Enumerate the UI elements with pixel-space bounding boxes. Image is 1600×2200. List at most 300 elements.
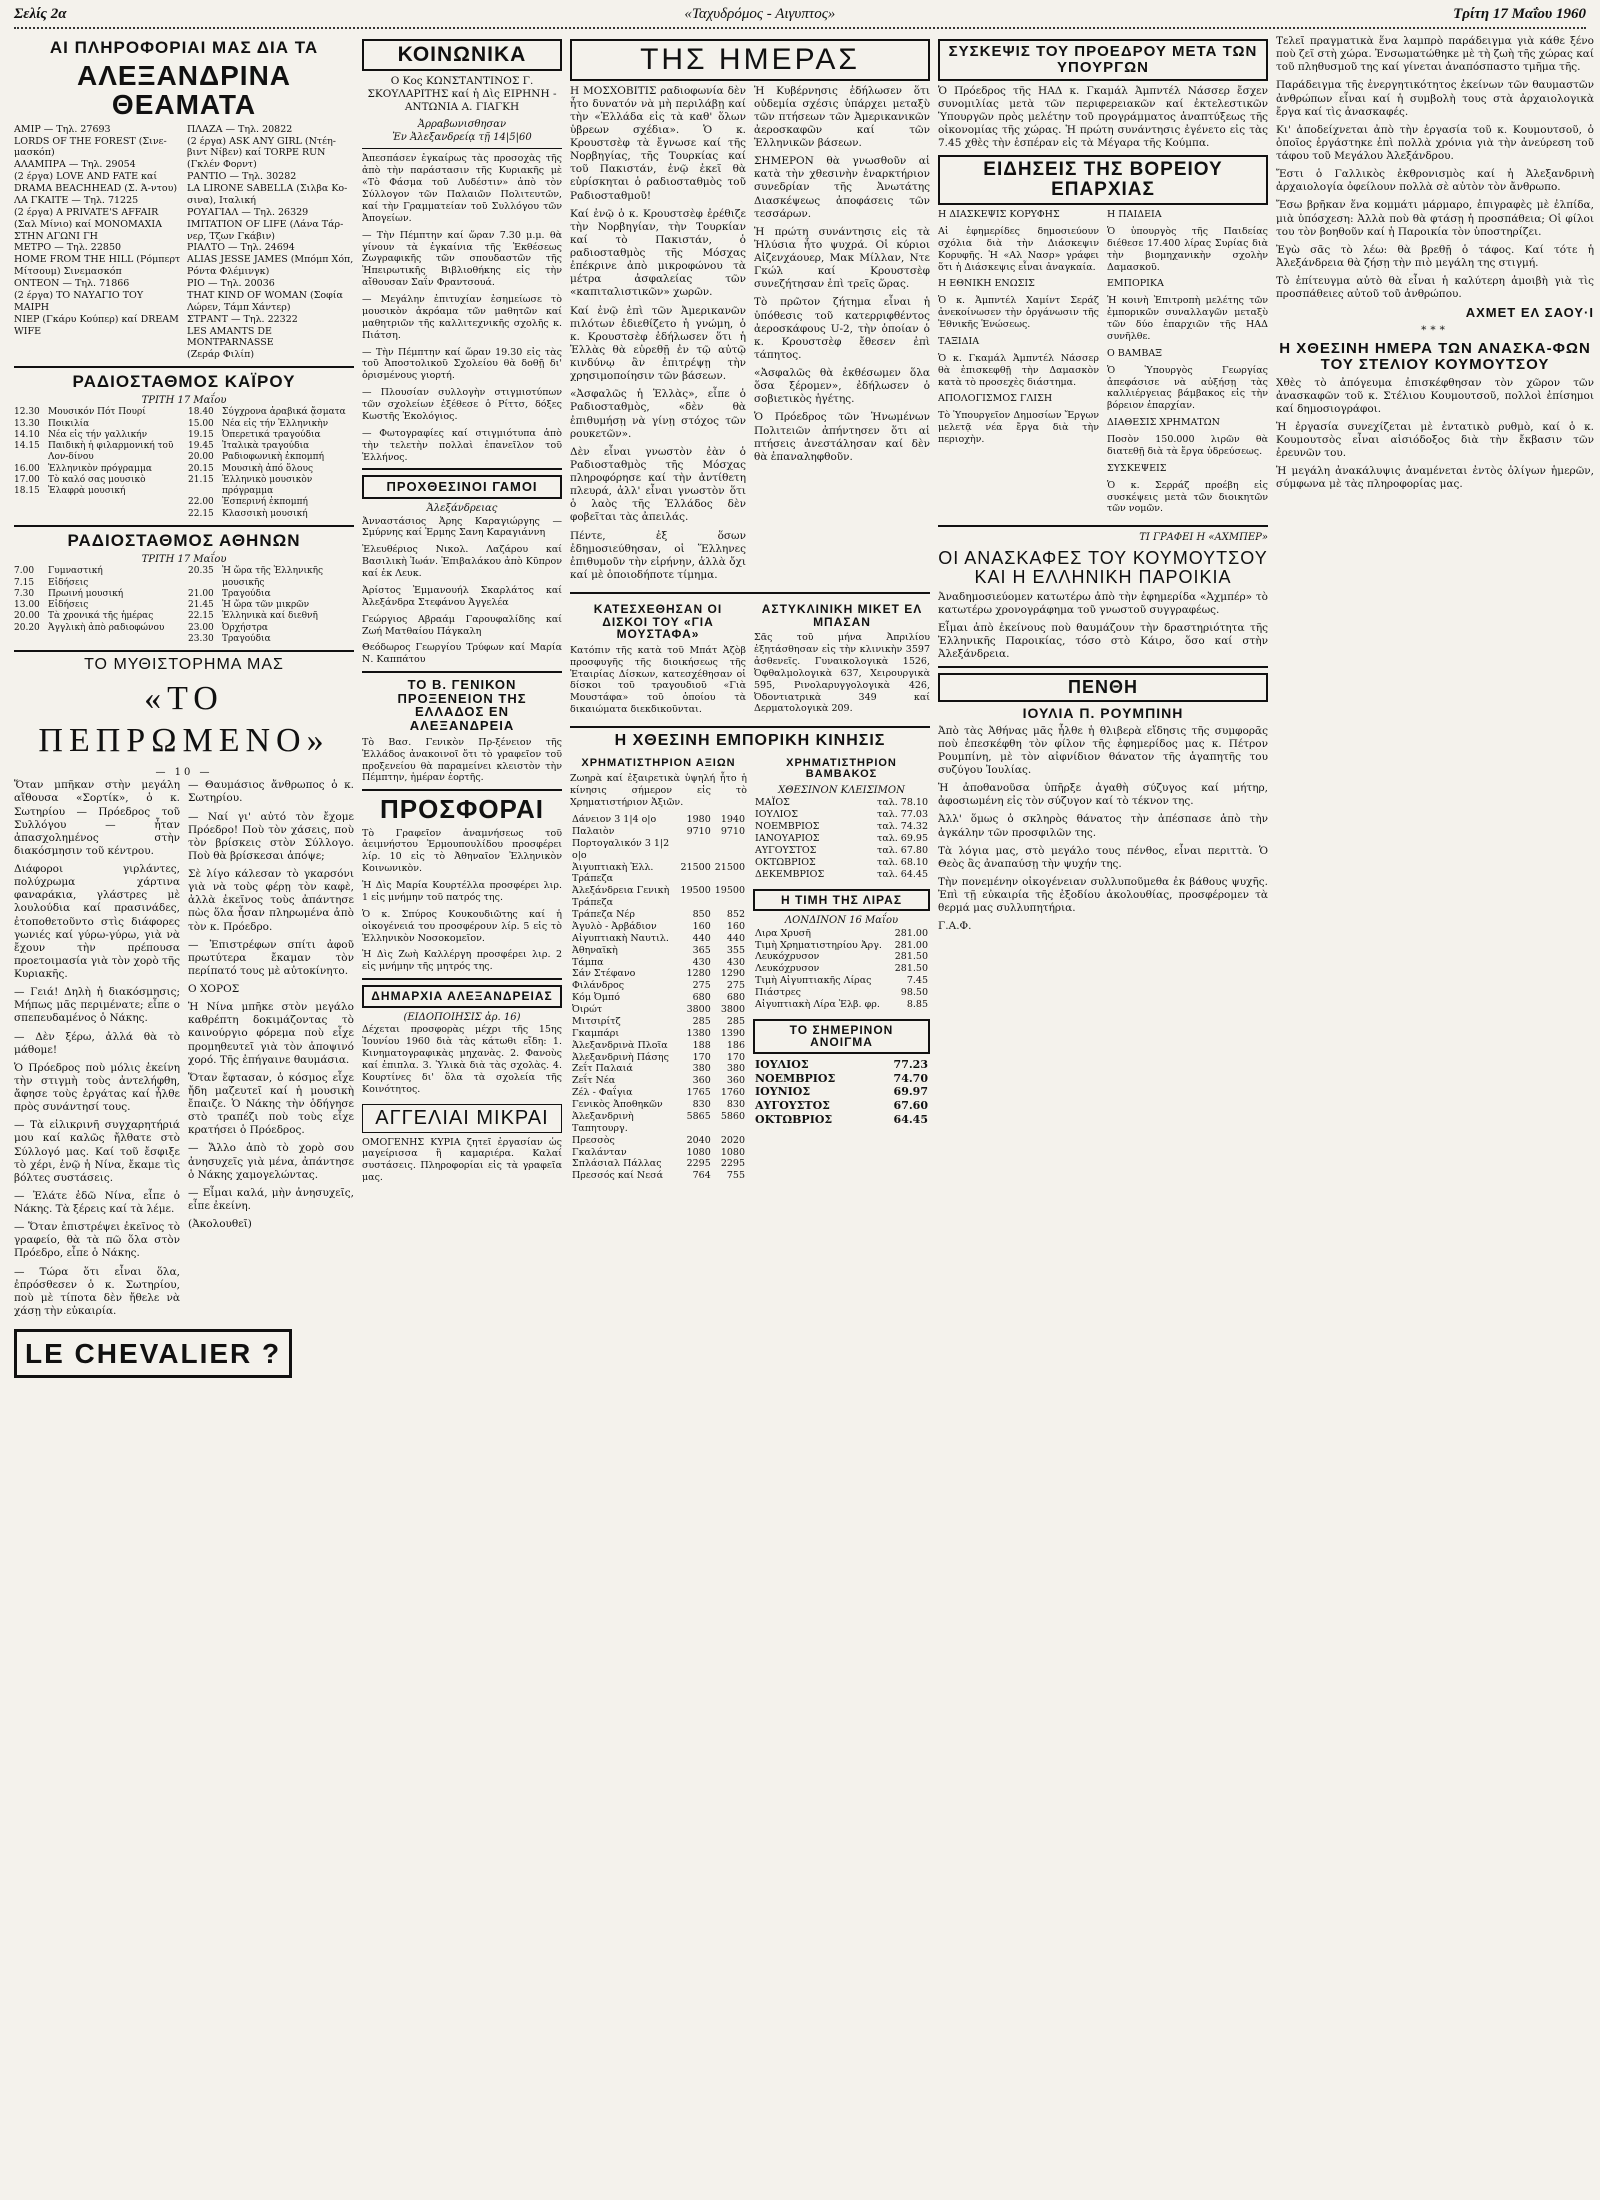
novel-paragraph: Σὲ λίγο κάλεσαν τὸ γκαρσόνι γιὰ νὰ τοὺς φέρῃ τὸν καφὲ, ἀλλὰ ἐκεῖνος τοὺς ἀπάντησε πὼς ὅλα ἦσαν πληρωμένα ἀπὸ τὸν κ. Πρόεδρο. bbox=[188, 868, 354, 933]
schedule-time: 19.45 bbox=[188, 441, 214, 452]
north-news-item: ΤΑΞΙΔΙΑ bbox=[938, 335, 980, 347]
schedule-program: Μουσικὴ ἀπό ὅλους bbox=[222, 463, 313, 474]
chevalier-ad: LE CHEVALIER ? bbox=[14, 1329, 292, 1378]
row-value: 380 bbox=[692, 1063, 711, 1075]
row-label: ΝΟΕΜΒΡΙΟΣ bbox=[755, 821, 820, 833]
north-title: ΕΙΔΗΣΕΙΣ ΤΗΣ ΒΟΡΕΙΟΥ ΕΠΑΡΧΙΑΣ bbox=[938, 155, 1268, 205]
cinema-listings bbox=[14, 124, 354, 362]
novel-paragraph: — Εἶμαι καλά, μὴν ἀνησυχεῖς, εἶπε ἐκείνη. bbox=[188, 1186, 354, 1212]
schedule-program: Ὀρχήστρα bbox=[222, 622, 269, 633]
novel-paragraph: Ὅταν ἔφτασαν, ὁ κόσμος εἶχε ἤδη μαζευτεῖ καί ἡ μουσικὴ ἔπαιζε. Ὁ Νάκης τὴν ὁδήγησε στὸ τραπέζι ποὺ τοὺς εἶχε κρατήσει ὁ Πρόεδρος. bbox=[188, 1071, 354, 1137]
cinema-listing: ΛΑ ΓΚΑΙΤΕ — Τηλ. 71225 bbox=[14, 194, 139, 206]
schedule-program: Σύγχρονα ἀραβικά ᾄσματα bbox=[222, 407, 346, 418]
wedding-item: Ἐλευθέριος Νικολ. Λαζάρου καί Βασιλικὴ Ἰωάν. Ἐπιβαλάκου ἀπὸ Κῦπρον καί ἐκ Λευκ. bbox=[362, 544, 562, 580]
schedule-row bbox=[188, 419, 354, 430]
north-news-item: Ὁ κ. Σερράζ προέβη εἰς συσκέψεις μετὰ τῶν διοικητῶν τῶν νομῶν. bbox=[1107, 479, 1268, 515]
engagement-place: Ἐν Ἀλεξανδρείᾳ τῇ 14|5|60 bbox=[392, 131, 532, 143]
novel-title: «ΤΟ ΠΕΠΡΩΜΕΝΟ» bbox=[38, 679, 330, 760]
row-value: 275 bbox=[692, 980, 711, 992]
excavations-paragraph: Εἶμαι ἀπὸ ἐκείνους ποὺ θαυμάζουν τὴν δραστηριότητα τῆς Ἑλληνικῆς Παροικίας, τόσο στὸ Κάιρο, ὅσο καί στὴν Ἀλεξάνδρεια. bbox=[938, 621, 1268, 661]
day-paragraph: «Ἀσφαλῶς ἡ Ἑλλὰς», εἶπε ὁ Ραδιοσταθμὸς, «δὲν θὰ ἐπιθυμήσῃ νὰ γίνῃ στόχος τῶν ρουκετῶν». bbox=[570, 388, 746, 440]
schedule-row bbox=[14, 441, 180, 464]
schedule-program: Τὸ καλό σας μουσικὸ bbox=[48, 474, 146, 485]
row-label: Ἀλεξανδρινὰ Πλοῖα bbox=[572, 1039, 668, 1051]
schedule-program: Ἑλληνικὸν πρόγραμμα bbox=[48, 463, 152, 474]
radio-cairo-left bbox=[14, 407, 180, 520]
radio-athens-right bbox=[188, 566, 354, 645]
schedule-row bbox=[188, 441, 354, 452]
day-text-left bbox=[570, 85, 746, 588]
day-paragraph: Ἡ πρώτη συνάντησις εἰς τὰ Ἠλύσια ἦτο ψυχρά. Οἱ κύριοι Αἰζενχάουερ, Μακ Μίλλαν, Ντε Γκώλ καί Κρουστσὲφ συνεζήτησαν ἐπὶ τρεῖς ὥρας. bbox=[754, 225, 930, 291]
novel-label: ΤΟ ΜΥΘΙΣΤΟΡΗΜΑ ΜΑΣ bbox=[84, 656, 284, 674]
cinema-listing: (Ζεράρ Φιλίπ) bbox=[187, 349, 255, 361]
row-label: Γενικὸς Ἀποθηκῶν bbox=[572, 1099, 663, 1110]
row-value: ταλ. 74.32 bbox=[877, 821, 928, 833]
row-value: 1760 bbox=[720, 1087, 745, 1099]
row-label: Τάμπα bbox=[572, 956, 604, 968]
row-value: 1380 bbox=[686, 1027, 711, 1039]
north-news-item: Αἱ ἐφημερίδες δημοσιεύουν σχόλια διὰ τὴν Διάσκεψιν Κορυφῆς. Ἡ «Αλ Νασρ» γράφει ὅτι ἡ Διάσκεψις εἶναι ἀναγκαία. bbox=[938, 225, 1099, 273]
schedule-time: 21.00 bbox=[188, 588, 214, 599]
row-value: 830 bbox=[692, 1099, 711, 1110]
row-value: 440 bbox=[726, 932, 745, 944]
schedule-time: 20.00 bbox=[188, 452, 214, 463]
row-label: Ἀιγυπτιακὴ Ἑλλ. Τράπεζα bbox=[572, 861, 654, 885]
row-label: Τιμὴ Χρηματιστηρίου Ἀργ. bbox=[755, 939, 882, 951]
page-number: Σελίς 2α bbox=[14, 6, 67, 22]
cinema-listing: ΣΤΗΝ ΑΓΩΝΙ ΓΗ bbox=[14, 230, 98, 242]
excavations-paragraph: Ἔστι ὁ Γαλλικὸς ἐκθρονισμὸς καί ἡ Ἀλεξανδρινὴ ἀρχαιολογία ὀφείλουν πολλὰ σὲ αὐτὸν τὸν ἄνθρωπο. bbox=[1276, 168, 1594, 194]
table-row bbox=[570, 921, 747, 933]
table-row bbox=[753, 1072, 930, 1086]
day-paragraph: Καί ἐνῷ ἐπὶ τῶν Ἀμερικανῶν πιλότων ἐδιεθίζετο ἡ γνώμη, ὁ κ. Κρουστσὲφ ἐδήλωσεν ὅτι ἡ Ἑλλὰς θὰ εὑρεθῇ ἐν τῷ αὐτῷ κινδύνῳ ἂν ἐπιτρέψῃ τὴν χρησιμοποίησιν τῶν βάσεων. bbox=[570, 304, 746, 383]
cinema-listing: ΡΑΝΤΙΟ — Τηλ. 30282 bbox=[187, 171, 297, 183]
north-news-item: ΣΥΣΚΕΨΕΙΣ bbox=[1107, 462, 1167, 474]
cinema-listing: ΜΕΤΡΟ — Τηλ. 22850 bbox=[14, 242, 122, 254]
table-row bbox=[753, 821, 930, 833]
social-item: — Μεγάλην ἐπιτυχίαν ἐσημείωσε τὸ μουσικὸν ἀκρόαμα τῶν μαθητῶν καί μαθητριῶν τῆς καλλιτεχνικῆς σχολῆς κ. Πιάτση. bbox=[362, 294, 562, 341]
north-news-item: Ὁ κ. Γκαμάλ Ἀμπντέλ Νάσσερ θὰ ἐπισκεφθῇ τὴν Δαμασκὸν κατὰ τὸ προσεχὲς διάστημα. bbox=[938, 352, 1099, 388]
schedule-time: 22.15 bbox=[188, 508, 214, 519]
excavation-day-paragraph: Χθὲς τὸ ἀπόγευμα ἐπισκέφθησαν τὸν χῶρον τῶν ἀνασκαφῶν τοῦ κ. Στέλιου Κουμουτσοῦ, πολλοὶ ἐπίσημοι καί δημοσιογράφοι. bbox=[1276, 376, 1594, 415]
row-value: 19500 bbox=[714, 885, 745, 897]
schedule-row bbox=[14, 486, 180, 497]
row-value: ταλ. 67.80 bbox=[877, 844, 928, 856]
novel-paragraph: — Ἐπιστρέφων σπίτι ἀφοῦ πρωτύτερα ἔκαμαν τὸν περίπατό τους μὲ αὐτοκίνητο. bbox=[188, 938, 354, 977]
schedule-row bbox=[188, 497, 354, 508]
row-value: 160 bbox=[726, 920, 745, 932]
social-items bbox=[362, 153, 562, 463]
cinema-listing: ΑΜΙΡ — Τηλ. 27693 bbox=[14, 123, 111, 135]
cinema-list-left bbox=[14, 124, 181, 362]
table-row bbox=[753, 833, 930, 845]
radio-athens-title: ΡΑΔΙΟΣΤΑΘΜΟΣ ΑΘΗΝΩΝ bbox=[67, 530, 301, 550]
row-label: Ἀλεξανδρινὴ Ταπητουργ. bbox=[572, 1110, 634, 1134]
row-value: 170 bbox=[726, 1051, 745, 1063]
row-value: 1290 bbox=[720, 968, 745, 980]
cinema-listing: ΡΙΟ — Τηλ. 20036 bbox=[187, 278, 275, 289]
cinema-listing: LORDS OF THE FOREST (Σινε-μασκόπ) bbox=[14, 135, 167, 159]
schedule-time: 13.00 bbox=[14, 600, 40, 611]
day-paragraph: Πέντε, ἐξ ὅσων ἐδημοσιεύθησαν, οἱ Ἕλληνες ἐπιθυμοῦν τὴν εἰρήνην, ἀλλὰ ὄχι καί μὲ ὁποιοδήποτε τίμημα. bbox=[570, 529, 746, 581]
table-row bbox=[570, 1016, 747, 1028]
article-signature: ΑΧΜΕΤ ΕΛ ΣΑΟΥ·Ι bbox=[1465, 305, 1594, 321]
north-news-item: Ποσὸν 150.000 λιρῶν θὰ διατεθῇ διὰ τὰ ἔργα ὑδρεύσεως. bbox=[1107, 434, 1268, 457]
north-news-item: Τὸ Ὑπουργεῖον Δημοσίων Ἔργων μελετᾷ νέα ἔργα διὰ τὴν περιοχὴν. bbox=[938, 410, 1099, 445]
row-value: 1390 bbox=[720, 1027, 745, 1039]
row-value: 5865 bbox=[686, 1110, 711, 1122]
schedule-row bbox=[14, 407, 180, 418]
municipality-sub: (ΕΙΔΟΠΟΙΗΣΙΣ ἀρ. 16) bbox=[403, 1011, 521, 1023]
schedule-program: Ἰταλικὰ τραγούδια bbox=[222, 441, 310, 452]
table-row bbox=[753, 797, 930, 809]
schedule-program: Ἐσπερινή ἐκπομπή bbox=[222, 497, 308, 508]
schedule-row bbox=[14, 419, 180, 430]
schedule-time: 20.35 bbox=[188, 566, 214, 577]
novel-part: — 10 — bbox=[155, 766, 213, 778]
novel-text-left bbox=[14, 779, 180, 1323]
radio-cairo-schedule bbox=[14, 407, 354, 520]
radio-athens-left bbox=[14, 566, 180, 645]
row-value: 2295 bbox=[686, 1158, 711, 1170]
schedule-time: 15.00 bbox=[188, 418, 214, 429]
meeting-text: Ὁ Πρόεδρος τῆς ΗΑΔ κ. Γκαμάλ Ἀμπντέλ Νάσσερ ἔσχεν συνομιλίας μετὰ τῶν περιφερειακῶν καί ἐκτελεστικῶν Ὑπουργῶν πρὸς μελέτην τοῦ προγράμματος ἀναπτύξεως τῆς οἰκονομίας τῆς χώρας. Ἡ πρώτη συνάντησις ἐγένετο εἰς τὰς 7.45 χθὲς τὴν ἑσπέραν εἰς τὰ Μέγαρα τῆς Κούμπα. bbox=[938, 84, 1268, 149]
today-table bbox=[753, 1058, 930, 1127]
engagement-sub: Ἀρραβωνισθησαν bbox=[417, 119, 507, 131]
row-value: 275 bbox=[726, 980, 745, 992]
schedule-program: Εἰδήσεις bbox=[48, 600, 89, 611]
issue-date: Τρίτη 17 Μαΐου 1960 bbox=[1453, 6, 1586, 22]
schedule-row bbox=[188, 634, 354, 645]
cinema-heading: ΑΛΕΞΑΝΔΡΙΝΑ ΘΕΑΜΑΤΑ bbox=[76, 59, 292, 121]
row-value: 360 bbox=[726, 1075, 745, 1087]
weddings-list bbox=[362, 516, 562, 667]
table-row bbox=[753, 987, 930, 999]
row-value: 8.85 bbox=[906, 998, 928, 1010]
day-paragraph: Καί ἐνῷ ὁ κ. Κρουστσὲφ ἐρέθιζε τὴν Νορβηγίαν, τὴν Τουρκίαν καί τὸ Πακιστάν, ὁ ραδιοσταθμὸς τῆς Μόσχας ἐπέκρινε ἀπὸ μικροφώνου τὰ μέτρα ἀσφαλείας τῶν «καπιταλιστικῶν» χωρῶν. bbox=[570, 207, 746, 299]
row-label: ΝΟΕΜΒΡΙΟΣ bbox=[755, 1071, 836, 1085]
row-value: 2020 bbox=[720, 1134, 745, 1146]
classifieds-title: ΑΓΓΕΛΙΑΙ ΜΙΚΡΑΙ bbox=[362, 1104, 562, 1133]
schedule-program: Ἑλληνικὰ καί διεθνῆ bbox=[222, 611, 318, 622]
mourning-text bbox=[938, 725, 1268, 934]
clinic-text: Σᾶς τοῦ μήνα Ἀπριλίου ἐξητάσθησαν εἰς τὴν κλινικὴν 3597 ἀσθενεῖς. Γυναικολογικὰ 1526, Ὀφθαλμολογικὰ 637, Χειρουργικὰ 595, Ρινολαρυγγολογικὰ 426, Ὀδοντιατρικὰ 349 καί Δερματολογικὰ 209. bbox=[754, 632, 930, 715]
row-label: Μιτσιρίτζ bbox=[572, 1015, 621, 1027]
schedule-program: Παιδικὴ ἡ φιλαρμονική τοῦ Λον-δίνου bbox=[48, 441, 174, 463]
table-row bbox=[570, 814, 747, 826]
excavations-paragraph: Τὸ ἐπίτευγμα αὐτὸ θὰ εἶναι ἡ καλύτερη ἀμοιβὴ γιὰ τὶς προσπάθειες αὐτοῦ τοῦ ἀνθρώπου. bbox=[1276, 275, 1594, 301]
social-item: — Φωτογραφίες καί στιγμιότυπα ἀπὸ τὴν τελετὴν πολλαὶ ἐπανεῖλον τοῦ Ἑλλήνος. bbox=[362, 427, 562, 463]
meeting-title: ΣΥΣΚΕΨΙΣ ΤΟΥ ΠΡΟΕΔΡΟΥ ΜΕΤΑ ΤΩΝ ΥΠΟΥΡΓΩΝ bbox=[938, 39, 1268, 81]
row-label: Ὀιρώτ bbox=[572, 1004, 603, 1015]
novel-paragraph: — Ἐλάτε ἐδῶ Νίνα, εἶπε ὁ Νάκης. Τὰ ξέρεις καί τὰ λέμε. bbox=[14, 1189, 180, 1216]
row-label: Ἀγυλὸ - Ἀρβάδιον bbox=[572, 920, 657, 932]
north-news-left bbox=[938, 209, 1099, 520]
schedule-program: Ραδιοφωνικὴ ἐκπομπή bbox=[222, 452, 324, 463]
schedule-program: Νέα εἰς τήν Ἑλληνικὴν bbox=[222, 418, 329, 429]
schedule-time: 19.15 bbox=[188, 429, 214, 440]
schedule-row bbox=[188, 600, 354, 611]
schedule-row bbox=[188, 464, 354, 475]
day-paragraph: Τὸ πρῶτον ζήτημα εἶναι ἡ ὑπόθεσις τοῦ κατερριφθέντος ἀεροσκάφους U-2, τὴν ὁποίαν ὁ κ. Κρουστσὲφ ἔθεσεν ἐπὶ τάπητος. bbox=[754, 296, 930, 361]
row-value: 188 bbox=[692, 1039, 711, 1051]
row-value: 160 bbox=[692, 920, 711, 932]
north-news-item: Η ΔΙΑΣΚΕΨΙΣ ΚΟΡΥΦΗΣ bbox=[938, 209, 1060, 220]
wedding-item: Θεόδωρος Γεωργίου Τρύφων καί Μαρία Ν. Καππάτου bbox=[362, 642, 562, 666]
table-row bbox=[570, 826, 747, 862]
schedule-time: 21.15 bbox=[188, 474, 214, 485]
table-row bbox=[570, 1147, 747, 1159]
wedding-item: Ἀρίστος Ἐμμανουήλ Σκαρλάτος καί Ἀλεξάνδρα Στεφάνου Ἀγγελέα bbox=[362, 584, 562, 608]
schedule-time: 20.20 bbox=[14, 622, 40, 633]
excavations-text-continued bbox=[1276, 35, 1594, 301]
row-value: 3800 bbox=[720, 1004, 745, 1015]
schedule-time: 18.40 bbox=[188, 407, 214, 418]
table-row bbox=[570, 992, 747, 1004]
schedule-row bbox=[14, 566, 180, 577]
north-news-item: Η ΠΑΙΔΕΙΑ bbox=[1107, 209, 1162, 220]
cotton-sub: ΧΘΕΣΙΝΟΝ ΚΛΕΙΣΙΜΟΝ bbox=[778, 784, 905, 796]
schedule-program: Ἐλαφρὰ μουσική bbox=[48, 486, 126, 497]
row-label: Δάνειον 3 1|4 o|o bbox=[572, 814, 657, 825]
row-value: 281.50 bbox=[894, 951, 928, 963]
classified-ad: ΟΜΟΓΕΝΗΣ ΚΥΡΙΑ ζητεῖ ἐργασίαν ὡς μαγείρισσα ἢ καμαριέρα. Καλαί συστάσεις. Πληροφορίαι εἰς τὰ γραφεῖα μας. bbox=[362, 1136, 562, 1184]
schedule-row bbox=[188, 430, 354, 441]
north-news-item: ΕΜΠΟΡΙΚΑ bbox=[1107, 278, 1164, 290]
table-row bbox=[753, 1058, 930, 1072]
row-value: 64.45 bbox=[893, 1112, 928, 1126]
schedule-row bbox=[14, 578, 180, 589]
ahbar-label: ΤΙ ΓΡΑΦΕΙ Η «ΑΧΜΠΕΡ» bbox=[1139, 532, 1268, 544]
table-row bbox=[753, 928, 930, 940]
row-value: ταλ. 64.45 bbox=[877, 868, 928, 880]
schedule-time: 23.30 bbox=[188, 633, 214, 644]
stocks-table bbox=[570, 814, 747, 1182]
cinema-listing: (2 έργα) ΤΟ ΝΑΥΑΓΙΟ ΤΟΥ ΜΑΙΡΗ bbox=[14, 289, 144, 313]
separator-stars: *** bbox=[1421, 323, 1449, 336]
offer-item: Ὁ κ. Σπύρος Κουκουδιῶτης καί ἡ οἰκογένειά του προσφέρουν λίρ. 5 εἰς τὸ Ἑλληνικὸν Νοσοκομεῖον. bbox=[362, 908, 562, 944]
offer-item: Τὸ Γραφεῖον ἀναμνήσεως τοῦ ἀειμνήστου Ἐρμουπουλίδου προσφέρει λίρ. 10 εἰς τὸ Ἀθηναῖον Ἐλληνικὸν Κοινωνικὸν. bbox=[362, 827, 562, 875]
excavations-paragraph: Ἐγὼ σᾶς τὸ λέω: θὰ βρεθῇ ὁ τάφος. Καί τότε ἡ Ἀλεξάνδρεια θὰ ζήσῃ τὴν πιὸ μεγάλη της στιγμή. bbox=[1276, 243, 1594, 269]
mourning-paragraph: Τὴν πονεμένην οἰκογένειαν συλλυποῦμεθα ἐκ βάθους ψυχῆς. Ἐπὶ τῇ εὐκαιρία τῆς ἐξοδίου ἀκολουθίας, προσφέρομεν τὰ θερμά μας συλλυπητήρια. bbox=[938, 875, 1268, 915]
social-item: — Τὴν Πέμπτην καί ὥραν 7.30 μ.μ. θὰ γίνουν τὰ ἐγκαίνια τῆς Ἐκθέσεως Ζωγραφικῆς τῶν σπουδαστῶν τῆς Ἠπειρωτικῆς Βιβλιοθήκης εἰς τὴν αἴθουσαν Σαΐν Φραντσουά. bbox=[362, 229, 562, 289]
cinema-heading-small: ΑΙ ΠΛΗΡΟΦΟΡΙΑΙ ΜΑΣ ΔΙΑ ΤΑ bbox=[49, 38, 319, 57]
row-value: ταλ. 78.10 bbox=[877, 797, 928, 809]
row-label: Ἀλεξανδρινὴ Πάσης bbox=[572, 1051, 669, 1063]
table-row bbox=[753, 963, 930, 975]
day-paragraph: «Ἀσφαλῶς θὰ ἐκθέσωμεν ὅλα ὅσα ξέρομεν», ἐδήλωσεν ὁ σοβιετικὸς ἡγέτης. bbox=[754, 367, 930, 406]
weddings-sub: Ἀλεξάνδρειας bbox=[426, 503, 498, 515]
day-text bbox=[570, 85, 930, 588]
social-item: — Πλουσίαν συλλογὴν στιγμιοτύπων τῶν σχολείων ἐξέθεσε ὁ Ρίττσ, δόξες Κωστῆς Ἑκολόγιος. bbox=[362, 387, 562, 422]
row-value: 3800 bbox=[686, 1004, 711, 1015]
schedule-time: 20.15 bbox=[188, 463, 214, 474]
cinema-listing: ΑΛΑΜΠΡΑ — Τηλ. 29054 bbox=[14, 159, 136, 171]
row-value: ταλ. 69.95 bbox=[877, 833, 928, 845]
day-text-right bbox=[754, 85, 930, 588]
table-row bbox=[570, 1004, 747, 1016]
novel-paragraph: (Ἀκολουθεῖ) bbox=[188, 1218, 252, 1231]
paper-name: «Ταχυδρόμος - Αιγυπτος» bbox=[684, 6, 836, 22]
gold-table bbox=[753, 928, 930, 1011]
column-4 bbox=[938, 35, 1268, 1378]
row-value: 680 bbox=[692, 992, 711, 1004]
schedule-row bbox=[14, 464, 180, 475]
gold-title: Η ΤΙΜΗ ΤΗΣ ΛΙΡΑΣ bbox=[753, 889, 930, 912]
schedule-time: 16.00 bbox=[14, 463, 40, 474]
row-value: 1280 bbox=[686, 968, 711, 980]
schedule-row bbox=[14, 475, 180, 486]
weddings-title: ΠΡΟΧΘΕΣΙΝΟΙ ΓΑΜΟΙ bbox=[362, 475, 562, 499]
today-title: ΤΟ ΣΗΜΕΡΙΝΟΝ ΑΝΟΙΓΜΑ bbox=[753, 1019, 930, 1054]
row-value: 77.23 bbox=[893, 1057, 928, 1071]
table-row bbox=[570, 1063, 747, 1075]
table-row bbox=[570, 1158, 747, 1170]
social-title: ΚΟΙΝΩΝΙΚΑ bbox=[362, 39, 562, 71]
wedding-item: Ἀνναστάσιος Ἀρης Καραγιώργης — Σμύρνης καί Ἑρμης Σανη Καραγιάννη bbox=[362, 515, 562, 539]
schedule-time: 7.15 bbox=[14, 577, 35, 588]
cinema-listing: THAT KIND OF WOMAN (Σοφία Λώρεν, Τάμπ Χάντερ) bbox=[187, 289, 343, 313]
novel-paragraph: — Ὅταν ἐπιστρέψει ἐκεῖνος τὸ γραφείο, θὰ τὰ πῶ ὅλα στὸν Πρόεδρο, εἶπε ὁ Νάκης. bbox=[14, 1221, 180, 1260]
row-value: ταλ. 77.03 bbox=[877, 809, 928, 821]
row-label: Ζεΐτ Νέα bbox=[572, 1075, 616, 1087]
schedule-row bbox=[14, 430, 180, 441]
consulate-text: Τὸ Βασ. Γενικὸν Πρ-ξένειον τῆς Ἑλλάδος ἀνακοινοῖ ὅτι τὸ γραφεῖον τοῦ προξενείου θὰ παραμείνει κλειστὸν τὴν Πέμπτην, ἡμέραν ἐορτῆς. bbox=[362, 736, 562, 784]
schedule-time: 14.10 bbox=[14, 429, 40, 440]
row-value: 9710 bbox=[686, 825, 711, 837]
north-news-item: Ἡ κοινὴ Ἐπιτροπὴ μελέτης τῶν ἐμπορικῶν συναλλαγῶν μεταξὺ τῶν δύο ἐπαρχιῶν τῆς ΗΑΔ συνῆλθε. bbox=[1107, 295, 1268, 342]
excavations-paragraph: Ἔσω βρῆκαν ἕνα κομμάτι μάρμαρο, ἐπιγραφὲς μὲ ἐλπίδα, μιὰ ὑπόσχεση: Ἀλλὰ ποὺ θὰ φτάσῃ ἡ προσπάθεια; Οἱ φίλοι του τὸν βοηθοῦν καί ἡ Παροικία τὸν ὑποστηρίζει. bbox=[1276, 199, 1594, 238]
cinema-listing: ΟΝΤΕΟΝ — Τηλ. 71866 bbox=[14, 278, 130, 289]
schedule-row bbox=[188, 623, 354, 634]
row-value: 21500 bbox=[714, 861, 745, 873]
row-label: Ζεΐτ Παλαιά bbox=[572, 1063, 633, 1075]
social-item: Ἀπεσπάσεν ἐγκαίρως τὰς προσοχὰς τῆς ἀπὸ τὴν παράστασιν τῆς Κυριακῆς μὲ «Τὸ Φάσμα τοῦ Λυδέστιν» ἀπὸ τὸν Σύλλογον τῶν Παλαιῶν Πολιτευτῶν, καί τὴν Γραμματείαν τοῦ Συλλόγου τῶν Ἀπογείων. bbox=[362, 153, 562, 224]
novel-text-right bbox=[188, 779, 354, 1323]
schedule-time: 17.00 bbox=[14, 474, 40, 485]
schedule-program: Ἑλληνικὸ μουσικὸν πρόγραμμα bbox=[222, 474, 313, 497]
novel-paragraph: — Ἄλλο ἀπὸ τὸ χορὸ σου ἀνησυχεῖς γιὰ μένα, ἀπάντησε ὁ Νάκης χαμογελώντας. bbox=[188, 1142, 354, 1181]
schedule-time: 22.15 bbox=[188, 611, 214, 622]
row-label: ΜΑΪΟΣ bbox=[755, 797, 790, 809]
table-row bbox=[570, 957, 747, 969]
row-label: Πρεσσὸς bbox=[572, 1134, 615, 1146]
schedule-row bbox=[14, 611, 180, 622]
schedule-program: Κλασσικὴ μουσική bbox=[222, 508, 308, 519]
table-row bbox=[570, 885, 747, 909]
excavations-paragraph: Κι' ἀποδείχνεται ἀπὸ τὴν ἐργασία τοῦ κ. Κουμουτσοῦ, ὁ ὁποῖος ἐργάστηκε ἐπὶ πολλὰ χρόνια γιὰ τὴν ἀνεύρεση τοῦ τάφου τοῦ Μεγάλου Ἀλεξάνδρου. bbox=[1276, 123, 1594, 162]
row-label: ΙΟΥΝΙΟΣ bbox=[755, 1085, 811, 1099]
cinema-listing: (Σαλ Μίνιο) καί ΜΟΝΟΜΑΧΙΑ bbox=[14, 218, 162, 230]
offer-item: Ἡ Δὶς Ζωὴ Καλλέργη προσφέρει λιρ. 2 εἰς μνήμην τῆς μητρός της. bbox=[362, 949, 562, 973]
cinema-listing: ΝΙΕΡ (Γκάρυ Κούπερ) καί DREAM bbox=[14, 313, 179, 325]
row-value: 360 bbox=[692, 1075, 711, 1087]
table-row bbox=[570, 909, 747, 921]
north-news bbox=[938, 209, 1268, 520]
row-label: Λιρα Χρυσῆ bbox=[755, 927, 811, 939]
row-value: 285 bbox=[726, 1015, 745, 1027]
row-value: 69.97 bbox=[893, 1085, 928, 1099]
cinema-listing: WIFE bbox=[14, 325, 42, 337]
row-value: 1080 bbox=[686, 1146, 711, 1158]
radio-athens-schedule bbox=[14, 566, 354, 645]
row-label: Κόμ Ὀμπό bbox=[572, 992, 620, 1004]
row-label: Παλαιὸν Πορτογαλικόν 3 1|2 o|o bbox=[572, 825, 670, 861]
north-news-item: Η ΕΘΝΙΚΗ ΕΝΩΣΙΣ bbox=[938, 278, 1035, 290]
cinema-listing: IMITATION OF LIFE (Λάνα Τάρ-νερ, Τζων Γκάβιν) bbox=[187, 218, 344, 242]
cinema-listing: LA LIRONE SABELLA (Σιλβα Κο-σινα), Ιταλική bbox=[187, 183, 348, 206]
table-row bbox=[570, 1170, 747, 1182]
schedule-time: 14.15 bbox=[14, 441, 40, 452]
cinema-list-right bbox=[187, 124, 354, 362]
engagement-head: Ο Κος ΚΩΝΣΤΑΝΤΙΝΟΣ Γ. ΣΚΟΥΛΑΡΙΤΗΣ καί ἡ Δὶς ΕΙΡΗΝΗ - ΑΝΤΩΝΙΑ Α. ΓΙΑΓΚΗ bbox=[367, 75, 557, 114]
table-row bbox=[753, 999, 930, 1011]
row-label: ΟΚΤΩΒΡΙΟΣ bbox=[755, 856, 816, 868]
row-label: ΙΟΥΛΙΟΣ bbox=[755, 809, 798, 821]
masthead bbox=[14, 6, 1586, 29]
table-row bbox=[570, 968, 747, 980]
row-value: 281.00 bbox=[894, 927, 928, 939]
excavation-day-title: Η ΧΘΕΣΙΝΗ ΗΜΕΡΑ ΤΩΝ ΑΝΑΣΚΑ-ΦΩΝ ΤΟΥ ΣΤΕΛΙΟΥ ΚΟΥΜΟΥΤΣΟΥ bbox=[1279, 340, 1591, 373]
row-value: ταλ. 68.10 bbox=[877, 856, 928, 868]
novel-paragraph: — Ναί γι' αὐτό τὸν ἔχομε Πρόεδρο! Ποὺ τὸν χάσεις, ποὺ τὸν βρίσκεις στὸν Σύλλογο. Ποὺ θὰ βρίσκεσαι ἀπόψε; bbox=[188, 810, 354, 862]
excavations-text bbox=[938, 591, 1268, 662]
row-label: Αἰγυπτιακὴ Λίρα Ἐλβ. φρ. bbox=[755, 998, 880, 1010]
row-label: Φιλάνδρος bbox=[572, 980, 625, 992]
day-paragraph: Η ΜΟΣΧΟΒΙΤΙΣ ραδιοφωνία δὲν ἦτο δυνατόν νὰ μὴ περιλάβῃ καί τὴν «Ἑλλάδα εἰς τὰ καθ' ὅλων ὑβρεων σχέδια». Ὁ κ. Κρουστσὲφ τὰ ἔγνωσε καί τῆς Νορβηγίας, τῆς Τουρκίας καί τοῦ Πακιστάν, ἐνῷ ἐκεῖ θὰ εὑρίσκηται ὁ ραδιοσταθμὸς τοῦ Ραδιοσταθμοῦ! bbox=[570, 84, 746, 202]
cinema-listing: (Γκλέν Φορντ) bbox=[187, 159, 257, 171]
table-row bbox=[570, 1111, 747, 1135]
schedule-time: 23.00 bbox=[188, 622, 214, 633]
row-value: 21500 bbox=[680, 861, 711, 873]
cinema-listing: ΠΛΑΖΑ — Τηλ. 20822 bbox=[187, 123, 293, 135]
row-value: 74.70 bbox=[893, 1071, 928, 1085]
schedule-program: Ποικιλία bbox=[48, 418, 90, 429]
offers-list bbox=[362, 828, 562, 974]
market-tables bbox=[570, 754, 930, 1182]
cotton-table bbox=[753, 797, 930, 880]
social-item: — Τὴν Πέμπτην καί ὥραν 19.30 εἰς τὰς τοῦ Ἀποστολικοῦ Σχολείου θὰ δοθῇ δι' ὀρισμένους γιορτή. bbox=[362, 346, 562, 382]
novel-paragraph: Ὅταν μπῆκαν στὴν μεγάλη αἴθουσα «Σορτίκ», ὁ κ. Σωτηρίου — Πρόεδρος τοῦ Συλλόγου — ἦταν ἀπασχολημένος στὴν διακόσμησιν τοῦ κέντρου. bbox=[14, 779, 180, 857]
news-boxes bbox=[570, 599, 930, 721]
row-label: Ἀθηναϊκὴ bbox=[572, 944, 618, 956]
row-value: 755 bbox=[726, 1170, 745, 1182]
row-value: 850 bbox=[692, 909, 711, 920]
row-label: ΙΑΝΟΥΑΡΙΟΣ bbox=[755, 833, 820, 845]
stocks-title: ΧΡΗΜΑΤΙΣΤΗΡΙΟΝ ΑΞΙΩΝ bbox=[581, 756, 736, 769]
schedule-row bbox=[188, 611, 354, 622]
row-label: Τιμὴ Αἰγυπτιακῆς Λίρας bbox=[755, 975, 872, 987]
table-row bbox=[753, 809, 930, 821]
row-label: Πιάστρες bbox=[755, 987, 801, 999]
schedule-time: 18.15 bbox=[14, 486, 40, 497]
row-value: 281.50 bbox=[894, 963, 928, 975]
schedule-time: 22.00 bbox=[188, 497, 214, 508]
row-value: 1940 bbox=[720, 814, 745, 825]
radio-cairo-right bbox=[188, 407, 354, 520]
mourning-paragraph: Ἀπὸ τὰς Ἀθήνας μᾶς ἦλθε ἡ θλιβερὰ εἴδησις τῆς συμφορᾶς ποὺ ἐπεσκέφθη τὸν φίλον τῆς ἐφημερίδος μας κ. Πέτρον Ρουμπίνη, μὲ τὸν αἰφνίδιον θάνατον τῆς ἀγαπητῆς του συζύγου Ἰουλίας. bbox=[938, 724, 1268, 777]
day-paragraph: Ὁ Πρόεδρος τῶν Ἡνωμένων Πολιτειῶν ἀπήντησεν ὅτι αἱ πτήσεις ἀνεστάλησαν καί δὲν θὰ ἐπαναληφθοῦν. bbox=[754, 411, 930, 463]
records-text: Κατόπιν τῆς κατὰ τοῦ Μπάτ Ἀζὸβ προσφυγῆς τῆς διοικήσεως τῆς Ἑταιρίας Δίσκων, κατεσχέθησαν οἱ δίσκοι τοῦ τραγουδιοῦ «Γιὰ Μουστάφα» τοῦ ὁποίου τὰ δικαιώματα διεκδικοῦνται. bbox=[570, 644, 746, 716]
row-value: 440 bbox=[692, 932, 711, 944]
stocks-note: Ζωηρὰ καί ἐξαιρετικὰ ὑψηλή ἦτο ἡ κίνησις σήμερον εἰς τὸ Χρηματιστήριον Ἀξιῶν. bbox=[570, 773, 747, 809]
column-5 bbox=[1276, 35, 1594, 1378]
schedule-row bbox=[188, 509, 354, 520]
novel-text bbox=[14, 779, 354, 1323]
schedule-row bbox=[14, 623, 180, 634]
mourning-name: ΙΟΥΛΙΑ Π. ΡΟΥΜΠΙΝΗ bbox=[1022, 705, 1184, 722]
column-2 bbox=[362, 35, 562, 1378]
